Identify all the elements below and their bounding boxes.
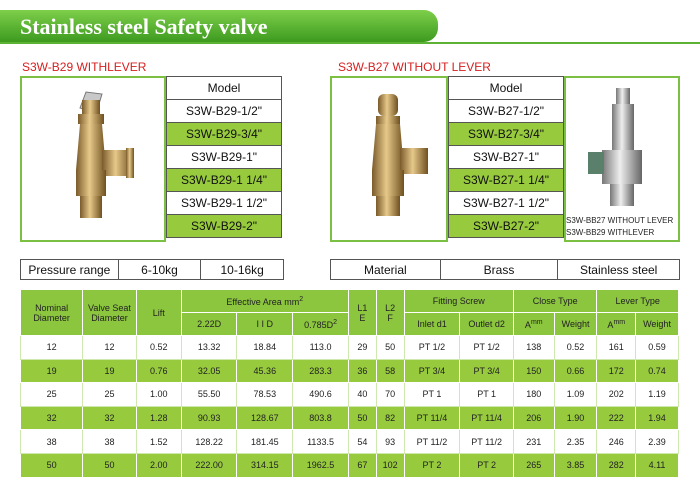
table-cell: 181.45 xyxy=(237,430,293,454)
material-value-2: Stainless steel xyxy=(558,260,680,280)
page-title: Stainless steel Safety valve xyxy=(20,14,268,39)
material-label: Material xyxy=(331,260,441,280)
banner-rule xyxy=(0,42,700,44)
table-cell: 803.8 xyxy=(293,406,349,430)
header-l1: L1 E xyxy=(348,290,376,336)
table-cell: PT 3/4 xyxy=(460,359,514,383)
table-row xyxy=(21,383,679,407)
table-cell: 32 xyxy=(21,406,83,430)
model-cell: S3W-B29-3/4" xyxy=(167,123,282,146)
table-cell: 0.66 xyxy=(554,359,597,383)
table-cell: 180 xyxy=(513,383,554,407)
table-row xyxy=(21,359,679,383)
model-cell: S3W-B29-1 1/2" xyxy=(167,192,282,215)
header-effective-area: Effective Area $mm^2$ xyxy=(181,290,348,313)
table-cell: PT 2 xyxy=(404,453,460,477)
subheader-close-a: $A^{mm}$ xyxy=(513,313,554,336)
table-cell: 4.11 xyxy=(636,453,679,477)
table-cell: PT 11/2 xyxy=(404,430,460,454)
table-cell: 1.00 xyxy=(136,383,181,407)
table-cell: 3.85 xyxy=(554,453,597,477)
subheader-222d: 2.22D xyxy=(181,313,237,336)
model-header: Model xyxy=(449,77,564,100)
table-cell: 32.05 xyxy=(181,359,237,383)
table-cell: PT 1/2 xyxy=(460,336,514,360)
table-cell: 1962.5 xyxy=(293,453,349,477)
table-cell: 40 xyxy=(348,383,376,407)
table-cell: 246 xyxy=(597,430,636,454)
table-cell: PT 1 xyxy=(404,383,460,407)
valve-with-lever-image xyxy=(20,76,166,242)
header-fitting-screw: Fitting Screw xyxy=(404,290,513,313)
table-cell: 1.94 xyxy=(636,406,679,430)
table-cell: 0.74 xyxy=(636,359,679,383)
subheader-lever-a: $A^{mm}$ xyxy=(597,313,636,336)
table-cell: PT 11/2 xyxy=(460,430,514,454)
pressure-value-1: 6-10kg xyxy=(118,260,201,280)
model-cell: S3W-B29-1/2" xyxy=(167,100,282,123)
table-cell: PT 1/2 xyxy=(404,336,460,360)
table-cell: 282 xyxy=(597,453,636,477)
model-cell: S3W-B29-2" xyxy=(167,215,282,238)
table-cell: 1.28 xyxy=(136,406,181,430)
table-row xyxy=(21,406,679,430)
table-cell: 25 xyxy=(83,383,137,407)
table-cell: 50 xyxy=(376,336,404,360)
table-cell: PT 3/4 xyxy=(404,359,460,383)
subheader-iid: I I D xyxy=(237,313,293,336)
table-cell: 490.6 xyxy=(293,383,349,407)
table-cell: 206 xyxy=(513,406,554,430)
stainless-caption-2: S3W-BB29 WITHLEVER xyxy=(566,228,655,237)
table-cell: 90.93 xyxy=(181,406,237,430)
table-cell: 1.52 xyxy=(136,430,181,454)
table-cell: 161 xyxy=(597,336,636,360)
table-cell: 0.52 xyxy=(136,336,181,360)
table-cell: 12 xyxy=(83,336,137,360)
table-cell: 0.76 xyxy=(136,359,181,383)
right-model-table xyxy=(448,76,564,238)
table-cell: 29 xyxy=(348,336,376,360)
table-cell: 50 xyxy=(83,453,137,477)
table-cell: 138 xyxy=(513,336,554,360)
material-value-1: Brass xyxy=(440,260,558,280)
header-nominal-diameter: Nominal Diameter xyxy=(21,290,83,336)
table-cell: 19 xyxy=(83,359,137,383)
left-model-table xyxy=(166,76,282,238)
table-cell: PT 11/4 xyxy=(404,406,460,430)
right-section-title: S3W-B27 WITHOUT LEVER xyxy=(338,60,491,74)
header-close-type: Close Type xyxy=(513,290,597,313)
table-cell: 12 xyxy=(21,336,83,360)
table-cell: 45.36 xyxy=(237,359,293,383)
table-cell: 70 xyxy=(376,383,404,407)
model-cell: S3W-B27-1/2" xyxy=(449,100,564,123)
subheader-inlet: Inlet d1 xyxy=(404,313,460,336)
model-cell: S3W-B27-1 1/4" xyxy=(449,169,564,192)
table-cell: 55.50 xyxy=(181,383,237,407)
table-cell: 231 xyxy=(513,430,554,454)
header-l2: L2 F xyxy=(376,290,404,336)
pressure-range-bar xyxy=(20,259,284,280)
table-cell: 0.52 xyxy=(554,336,597,360)
table-row xyxy=(21,336,679,360)
table-cell: 18.84 xyxy=(237,336,293,360)
table-cell: 58 xyxy=(376,359,404,383)
subheader-close-weight: Weight xyxy=(554,313,597,336)
table-cell: 1.90 xyxy=(554,406,597,430)
table-cell: 2.35 xyxy=(554,430,597,454)
table-cell: 38 xyxy=(83,430,137,454)
table-cell: 102 xyxy=(376,453,404,477)
model-cell: S3W-B27-2" xyxy=(449,215,564,238)
table-cell: 2.39 xyxy=(636,430,679,454)
left-section-title: S3W-B29 WITHLEVER xyxy=(22,60,147,74)
table-cell: 19 xyxy=(21,359,83,383)
table-cell: 1133.5 xyxy=(293,430,349,454)
header-lift: Lift xyxy=(136,290,181,336)
table-cell: 38 xyxy=(21,430,83,454)
table-cell: 25 xyxy=(21,383,83,407)
header-valve-seat-diameter: Valve Seat Diameter xyxy=(83,290,137,336)
subheader-lever-weight: Weight xyxy=(636,313,679,336)
table-cell: 222.00 xyxy=(181,453,237,477)
table-row xyxy=(21,453,679,477)
material-bar xyxy=(330,259,680,280)
table-cell: 78.53 xyxy=(237,383,293,407)
table-cell: 283.3 xyxy=(293,359,349,383)
table-cell: 50 xyxy=(348,406,376,430)
model-cell: S3W-B27-3/4" xyxy=(449,123,564,146)
table-row xyxy=(21,430,679,454)
table-cell: PT 11/4 xyxy=(460,406,514,430)
table-cell: 82 xyxy=(376,406,404,430)
model-header: Model xyxy=(167,77,282,100)
table-cell: 222 xyxy=(597,406,636,430)
model-cell: S3W-B27-1" xyxy=(449,146,564,169)
model-cell: S3W-B29-1 1/4" xyxy=(167,169,282,192)
table-cell: 13.32 xyxy=(181,336,237,360)
table-cell: PT 2 xyxy=(460,453,514,477)
subheader-outlet: Outlet d2 xyxy=(460,313,514,336)
table-cell: PT 1 xyxy=(460,383,514,407)
stainless-caption-1: S3W-BB27 WITHOUT LEVER xyxy=(566,216,674,225)
table-cell: 265 xyxy=(513,453,554,477)
table-cell: 93 xyxy=(376,430,404,454)
subheader-0785d2: $0.785D^2$ xyxy=(293,313,349,336)
table-cell: 67 xyxy=(348,453,376,477)
table-cell: 113.0 xyxy=(293,336,349,360)
valve-without-lever-image xyxy=(330,76,448,242)
table-cell: 2.00 xyxy=(136,453,181,477)
title-banner xyxy=(0,10,438,42)
table-cell: 150 xyxy=(513,359,554,383)
table-cell: 314.15 xyxy=(237,453,293,477)
table-cell: 32 xyxy=(83,406,137,430)
table-cell: 202 xyxy=(597,383,636,407)
spec-table xyxy=(20,289,679,478)
pressure-label: Pressure range xyxy=(21,260,119,280)
table-cell: 128.22 xyxy=(181,430,237,454)
table-cell: 0.59 xyxy=(636,336,679,360)
pressure-value-2: 10-16kg xyxy=(201,260,284,280)
header-lever-type: Lever Type xyxy=(597,290,679,313)
table-cell: 50 xyxy=(21,453,83,477)
table-cell: 172 xyxy=(597,359,636,383)
model-cell: S3W-B27-1 1/2" xyxy=(449,192,564,215)
table-cell: 1.09 xyxy=(554,383,597,407)
table-cell: 1.19 xyxy=(636,383,679,407)
table-cell: 36 xyxy=(348,359,376,383)
model-cell: S3W-B29-1" xyxy=(167,146,282,169)
table-cell: 128.67 xyxy=(237,406,293,430)
table-cell: 54 xyxy=(348,430,376,454)
